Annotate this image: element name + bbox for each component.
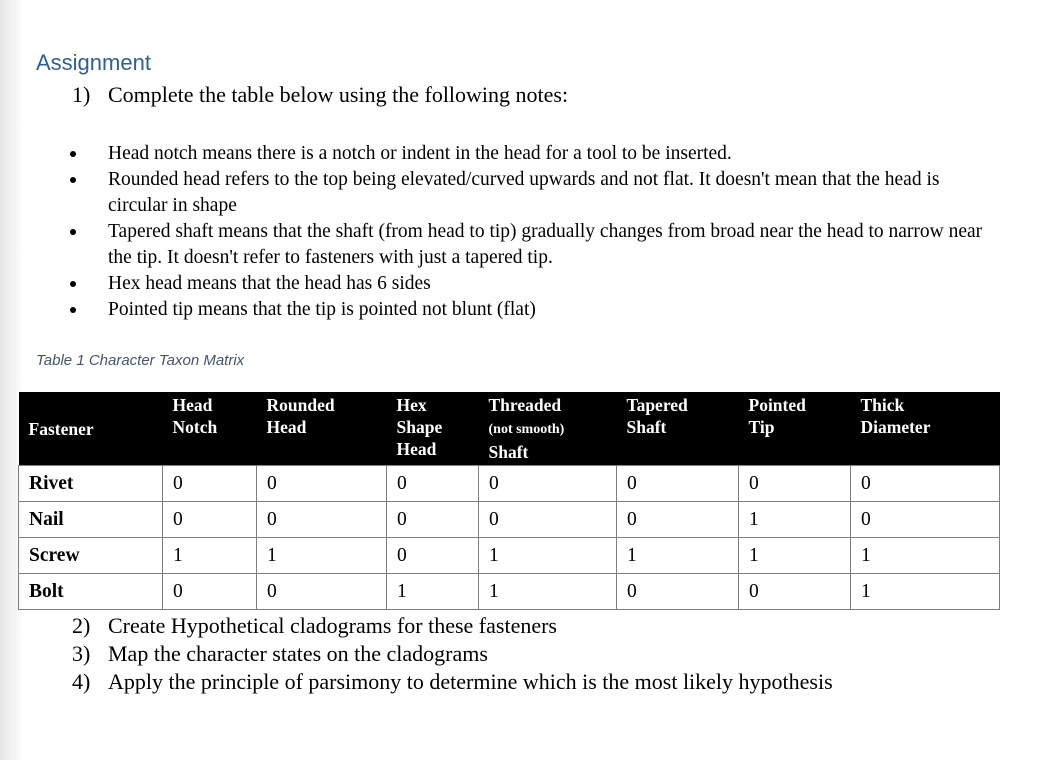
table-cell: 0	[851, 466, 1000, 502]
step-text: Apply the principle of parsimony to determine which is the most likely hypothesis	[108, 669, 833, 694]
note-item	[66, 297, 986, 323]
bullet-icon	[70, 281, 76, 287]
note-item	[66, 167, 986, 218]
note-text: Pointed tip means that the tip is pointed not blunt (flat)	[108, 299, 536, 321]
note-item	[66, 271, 986, 297]
column-header: Tapered Shaft	[617, 392, 739, 466]
table-cell: 0	[617, 502, 739, 538]
table-cell: 1	[851, 538, 1000, 574]
table-cell: 0	[387, 466, 479, 502]
step-number: 3)	[72, 641, 91, 666]
header-row	[19, 392, 1000, 466]
table-cell: 0	[387, 502, 479, 538]
table-cell: 0	[163, 502, 257, 538]
table-cell: 0	[257, 502, 387, 538]
bullet-icon	[70, 229, 76, 235]
column-header: Thick Diameter	[851, 392, 1000, 466]
table-cell: 1	[851, 574, 1000, 610]
table-cell: 0	[257, 574, 387, 610]
column-header: Hex Shape Head	[387, 392, 479, 466]
table-cell: 1	[617, 538, 739, 574]
table-cell: 0	[739, 466, 851, 502]
step-text: Create Hypothetical cladograms for these fasteners	[108, 613, 557, 638]
table-row	[19, 538, 1000, 574]
step-text: Map the character states on the cladograms	[108, 641, 488, 666]
table-cell: 0	[479, 502, 617, 538]
step-number: 1)	[72, 82, 91, 107]
bullet-icon	[70, 177, 76, 183]
row-label: Rivet	[19, 466, 163, 502]
section-heading: Assignment	[36, 50, 151, 75]
step-text: Complete the table below using the following notes:	[108, 82, 569, 107]
note-item	[66, 219, 986, 270]
note-text: Rounded head refers to the top being elevated/curved upwards and not flat. It doesn't mean that the head is circular in shape	[108, 169, 940, 216]
character-taxon-matrix	[18, 392, 1000, 610]
table-cell: 0	[163, 574, 257, 610]
table-row	[19, 574, 1000, 610]
table-cell: 0	[617, 574, 739, 610]
table-cell: 0	[257, 466, 387, 502]
table-cell: 1	[163, 538, 257, 574]
note-text: Tapered shaft means that the shaft (from head to tip) gradually changes from broad near the head to narrow near the tip. It doesn't refer to fasteners with just a tapered tip.	[108, 221, 983, 268]
table-cell: 1	[257, 538, 387, 574]
table-cell: 0	[479, 466, 617, 502]
step-number: 4)	[72, 669, 91, 694]
column-header: Threaded (not smooth) Shaft	[479, 392, 617, 466]
note-item	[66, 141, 986, 167]
table-cell: 1	[739, 502, 851, 538]
table-cell: 0	[617, 466, 739, 502]
table-cell: 1	[739, 538, 851, 574]
column-header: Fastener	[19, 392, 163, 466]
table-cell: 0	[851, 502, 1000, 538]
page-shadow	[0, 0, 24, 760]
column-header: Head Notch	[163, 392, 257, 466]
row-label: Bolt	[19, 574, 163, 610]
table-row	[19, 466, 1000, 502]
table-caption: Table 1 Character Taxon Matrix	[36, 352, 245, 369]
bullet-icon	[70, 307, 76, 313]
table-cell: 1	[387, 574, 479, 610]
row-label: Nail	[19, 502, 163, 538]
step-number: 2)	[72, 613, 91, 638]
notes-list	[66, 141, 986, 323]
column-header: Rounded Head	[257, 392, 387, 466]
table-cell: 0	[739, 574, 851, 610]
note-text: Head notch means there is a notch or indent in the head for a tool to be inserted.	[108, 143, 732, 164]
column-header: Pointed Tip	[739, 392, 851, 466]
row-label: Screw	[19, 538, 163, 574]
bullet-icon	[70, 151, 76, 157]
note-text: Hex head means that the head has 6 sides	[108, 272, 431, 294]
table-row	[19, 502, 1000, 538]
table-cell: 1	[479, 574, 617, 610]
table-cell: 0	[387, 538, 479, 574]
table-cell: 0	[163, 466, 257, 502]
table-cell: 1	[479, 538, 617, 574]
